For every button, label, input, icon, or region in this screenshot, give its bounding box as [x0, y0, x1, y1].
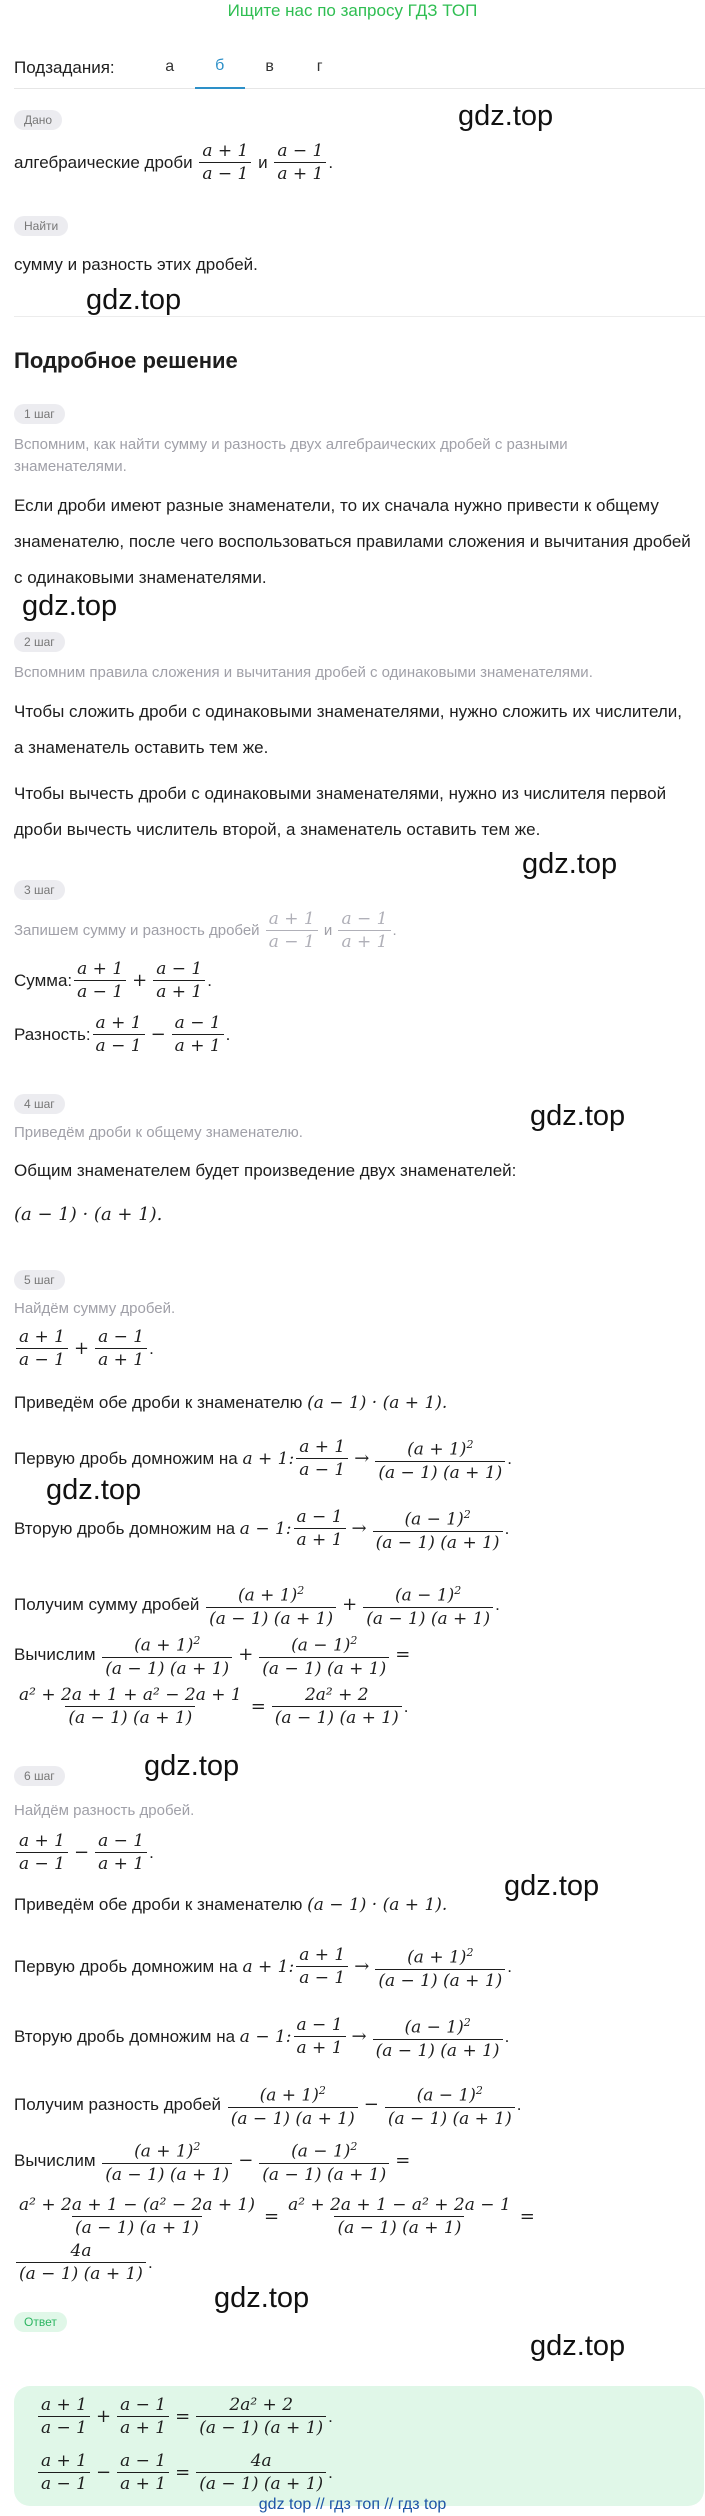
math-part: (a − 1) (a + 1) — [259, 1657, 389, 1680]
math-part: 2 — [193, 1634, 201, 1647]
calc-final: $\frac{4a}{(a - 1) (a + 1)}$ . — [14, 2240, 153, 2285]
math-part: a − 1 — [296, 1458, 348, 1481]
math-part — [375, 1942, 505, 1992]
math-part — [375, 1434, 505, 1484]
math-part: 4a — [70, 2241, 92, 2261]
math-operator: → — [354, 1955, 370, 1977]
math-part — [404, 1942, 476, 1969]
math-part: a − 1 — [98, 1327, 145, 1347]
calc-result — [14, 2194, 539, 2239]
step-badge: 1 шаг — [14, 404, 65, 424]
mul-line: Первую дробь домножим на a + 1: $\frac{a + 1}{a - 1}$ → $\frac{(a + 1)^2}{(a - 1) (a + 1)}$ . — [14, 1942, 512, 1992]
math-part: (a − 1) (a + 1) — [334, 2216, 464, 2239]
math-part: (a − 1) (a + 1) — [102, 2163, 232, 2186]
given-badge: Дано — [14, 110, 62, 130]
step-badge: 6 шаг — [14, 1766, 65, 1786]
math-part: a + 1 — [77, 959, 124, 979]
math-part — [16, 2240, 146, 2285]
math-operator: = — [395, 2149, 411, 2171]
math-part: a + 1 — [274, 162, 326, 185]
math-part: (a − 1) — [395, 1585, 455, 1606]
math-part — [404, 1434, 476, 1461]
step-text: Чтобы сложить дроби с одинаковыми знаменателями, нужно сложить их числители, а знаменатель оставить тем же. — [14, 702, 682, 757]
math-part — [131, 2136, 203, 2163]
math-part — [257, 2080, 329, 2107]
math-part: 2 — [350, 1634, 358, 1647]
math-part — [363, 1580, 493, 1630]
math-part: 2 — [475, 2084, 483, 2097]
math-part: (a − 1) — [291, 2141, 351, 2162]
math-operator: = — [175, 2461, 191, 2483]
math-part: a − 1 — [174, 1013, 221, 1033]
step-hint: Вспомним правила сложения и вычитания дробей с одинаковыми знаменателями. — [14, 664, 593, 681]
watermark: gdz.top — [530, 1100, 626, 1132]
math-operator: − — [238, 2149, 254, 2171]
math-part: 2a² + 2 — [229, 2395, 294, 2415]
math-part: a² + 2a + 1 − a² + 2a − 1 — [288, 2195, 511, 2215]
step-badge: 4 шаг — [14, 1094, 65, 1114]
math-part — [373, 1504, 503, 1554]
math-part: a + 1 — [202, 141, 249, 161]
answer-diff: $\frac{a + 1}{a - 1}$ − $\frac{a - 1}{a + 1}$ = $\frac{4a}{(a - 1) (a + 1)}$ . — [36, 2450, 333, 2495]
step-hint: Приведём дроби к общему знаменателю. — [14, 1124, 303, 1141]
math-part: a + 1 — [172, 1034, 224, 1057]
math-part: a + 1 — [19, 1831, 66, 1851]
math-part — [296, 1436, 348, 1481]
math-operator: + — [132, 969, 148, 991]
find-text: сумму и разность этих дробей. — [14, 255, 258, 274]
math-part: a + 1 — [41, 2395, 88, 2415]
step-badge: 2 шаг — [14, 632, 65, 652]
math-part: (a − 1) (a + 1) — [373, 2039, 503, 2062]
step-hint: Найдём разность дробей. — [14, 1802, 195, 1819]
calc-line: Вычислим $\frac{(a + 1)^2}{(a - 1) (a + 1)}$ − $\frac{(a - 1)^2}{(a - 1) (a + 1)}$ = — [14, 2136, 414, 2186]
math-operator: − — [74, 1841, 90, 1863]
math-part — [172, 1012, 224, 1057]
math-operator: → — [351, 2025, 367, 2047]
math-operator: = — [250, 1695, 266, 1717]
math-part: (a − 1) (a + 1) — [373, 1531, 503, 1554]
math-part: (a + 1) — [407, 1439, 467, 1460]
math-part: 2 — [466, 1438, 474, 1451]
math-part: a + 1 — [95, 1852, 147, 1875]
footer-links[interactable]: gdz top // гдз топ // гдз top — [258, 2496, 447, 2513]
answer-badge: Ответ — [14, 2312, 67, 2332]
math-part: a + 1 — [95, 1013, 142, 1033]
math-part — [373, 2012, 503, 2062]
math-part: 2 — [463, 2016, 471, 2029]
math-operator: − — [96, 2461, 112, 2483]
math-part — [153, 958, 205, 1003]
step-text: Приведём обе дроби к знаменателю (a − 1) · (a + 1). — [14, 1393, 448, 1413]
sum-expression: $\frac{a + 1}{a - 1}$ + $\frac{a - 1}{a + 1}$ . — [14, 1326, 154, 1371]
math-part: a − 1 — [93, 1034, 145, 1057]
math-part: a − 1 — [156, 959, 203, 979]
step-text: Приведём обе дроби к знаменателю (a − 1) · (a + 1). — [14, 1895, 448, 1915]
math-part: (a + 1) — [259, 2085, 319, 2106]
math-part — [259, 1630, 389, 1680]
step-badge: 5 шаг — [14, 1270, 65, 1290]
math-part — [38, 2450, 90, 2495]
math-part: a + 1 — [19, 1327, 66, 1347]
math-part — [272, 1684, 402, 1729]
math-part: (a − 1) (a + 1) — [228, 2107, 358, 2130]
math-part: (a − 1) (a + 1) — [363, 1607, 493, 1630]
math-operator: + — [96, 2405, 112, 2427]
math-operator: = — [395, 1643, 411, 1665]
mul-line: Вторую дробь домножим на a − 1: $\frac{a - 1}{a + 1}$ → $\frac{(a - 1)^2}{(a - 1) (a + 1)}$ . — [14, 2012, 509, 2062]
watermark: gdz.top — [144, 1750, 240, 1782]
subtasks-bar — [14, 48, 705, 89]
math-part: a − 1 — [277, 141, 324, 161]
math-part: (a − 1) (a + 1) — [272, 1706, 402, 1729]
step-text: Общим знаменателем будет произведение двух знаменателей: — [14, 1161, 517, 1180]
math-part: (a + 1) — [237, 1585, 298, 1606]
fraction — [266, 908, 318, 953]
math-part: (a + 1) — [134, 1635, 194, 1656]
step-text: Если дроби имеют разные знаменатели, то их сначала нужно привести к общему знаменателю, после чего воспользоваться правилами сложения и вычитания дробей с одинаковыми знаменателями. — [14, 496, 691, 587]
step-hint: Найдём сумму дробей. — [14, 1300, 176, 1317]
math-part: a − 1 — [120, 2395, 167, 2415]
math-part: (a − 1) (a + 1) — [385, 2107, 515, 2130]
math-part — [296, 1944, 348, 1989]
math-operator: − — [150, 1023, 166, 1045]
answer-sum: $\frac{a + 1}{a - 1}$ + $\frac{a - 1}{a + 1}$ = $\frac{\text{2a² + 2}}{(a - 1) (a + 1)}$ . — [36, 2394, 333, 2439]
math-part — [196, 2450, 326, 2495]
watermark: gdz.top — [530, 2330, 626, 2362]
watermark: gdz.top — [522, 848, 618, 880]
math-part — [401, 1504, 473, 1531]
math-part — [414, 2080, 486, 2107]
math-part: (a − 1) (a + 1) — [259, 2163, 389, 2186]
subtasks-label: Подзадания: — [14, 58, 115, 77]
math-part — [117, 2394, 169, 2439]
math-part: a − 1 — [16, 1348, 68, 1371]
math-part — [117, 2450, 169, 2495]
math-part — [288, 1630, 360, 1657]
math-part — [196, 2394, 326, 2439]
math-part — [259, 2136, 389, 2186]
math-part — [228, 2080, 358, 2130]
conj: и — [258, 152, 268, 172]
math-part: 2 — [297, 1584, 305, 1597]
math-part: (a − 1) (a + 1) — [72, 2216, 202, 2239]
math-part: 4a — [250, 2451, 272, 2471]
tab-a[interactable]: а — [165, 58, 175, 75]
math-part — [206, 1580, 336, 1630]
math-operator: + — [342, 1593, 358, 1615]
math-part: a + 1 — [153, 980, 205, 1003]
math-part: 2 — [318, 2084, 326, 2097]
step-text: Чтобы вычесть дроби с одинаковыми знаменателями, нужно из числителя первой дроби вычесть числитель второй, а знаменатель оставить тем же. — [14, 784, 667, 839]
math-operator: = — [519, 2205, 535, 2227]
watermark: gdz.top — [46, 1474, 142, 1506]
math-part — [16, 1830, 68, 1875]
tab-g[interactable]: г — [316, 58, 323, 75]
math-part — [285, 2194, 514, 2239]
math-part — [288, 2136, 360, 2163]
math-part: (a − 1) — [416, 2085, 476, 2106]
watermark: gdz.top — [458, 100, 554, 132]
step-badge: 3 шаг — [14, 880, 65, 900]
math-part: a + 1 — [294, 2036, 346, 2059]
mul-line: Первую дробь домножим на a + 1: $\frac{a + 1}{a - 1}$ → $\frac{(a + 1)^2}{(a - 1) (a + 1)}$ . — [14, 1434, 512, 1484]
math-part: (a − 1) (a + 1) — [65, 1706, 195, 1729]
calc-line: Вычислим $\frac{(a + 1)^2}{(a - 1) (a + 1)}$ + $\frac{(a - 1)^2}{(a - 1) (a + 1)}$ = — [14, 1630, 414, 1680]
math-part: a − 1 — [341, 909, 388, 929]
solution-title: Подробное решение — [14, 348, 238, 373]
math-operator: + — [74, 1337, 90, 1359]
math-part — [294, 2014, 346, 2059]
math-part — [294, 1506, 346, 1551]
math-part: (a − 1) (a + 1) — [375, 1461, 505, 1484]
math-part: a − 1 — [296, 1966, 348, 1989]
math-part: a − 1 — [38, 2416, 90, 2439]
math-part: (a − 1) — [404, 1509, 464, 1530]
math-part — [95, 1830, 147, 1875]
math-part: (a + 1) — [134, 2141, 194, 2162]
math-part: a + 1 — [338, 930, 390, 953]
math-part: a − 1 — [120, 2451, 167, 2471]
math-part: 2 — [193, 2140, 201, 2153]
math-part: a + 1 — [41, 2451, 88, 2471]
math-part — [102, 2136, 232, 2186]
math-part: (a − 1) (a + 1) — [375, 1969, 505, 1992]
math-part: a − 1 — [16, 1852, 68, 1875]
math-operator: = — [263, 2205, 280, 2227]
sum-expression: Сумма: $\frac{a + 1}{a - 1}$ + $\frac{a - 1}{a + 1}$ . — [14, 959, 212, 1002]
watermark: gdz.top — [86, 284, 182, 316]
math-operator: → — [354, 1447, 370, 1469]
math-part: a + 1 — [95, 1348, 147, 1371]
math-operator: → — [351, 1517, 367, 1539]
mul-line: Вторую дробь домножим на a − 1: $\frac{a - 1}{a + 1}$ → $\frac{(a - 1)^2}{(a - 1) (a + 1)}$ . — [14, 1504, 509, 1554]
math-part: a + 1 — [299, 1437, 346, 1458]
find-badge: Найти — [14, 216, 68, 236]
math-part: a + 1 — [268, 909, 315, 929]
diff-expression: $\frac{a + 1}{a - 1}$ − $\frac{a - 1}{a + 1}$ . — [14, 1830, 154, 1875]
math-part — [74, 958, 126, 1003]
math-part: 2 — [454, 1584, 462, 1597]
math-part: (a − 1) (a + 1) — [16, 2262, 146, 2285]
math-part — [38, 2394, 90, 2439]
math-operator: + — [238, 1643, 254, 1665]
math-part: a − 1 — [98, 1831, 145, 1851]
answer-box — [14, 2386, 704, 2506]
math-part — [16, 2194, 258, 2239]
math-part — [16, 1684, 245, 1729]
search-banner[interactable]: Ищите нас по запросу ГДЗ ТОП — [227, 1, 478, 20]
given-text: алгебраические дроби $\frac{a + 1}{a - 1}$ и $\frac{a - 1}{a + 1}$ . — [14, 141, 334, 184]
math-part: a² + 2a + 1 − (a² − 2a + 1) — [19, 2195, 255, 2215]
math-part — [392, 1580, 464, 1607]
math-part: a − 1 — [74, 980, 126, 1003]
math-expr: (a − 1) · (a + 1). — [14, 1204, 163, 1225]
math-part: (a − 1) (a + 1) — [102, 1657, 232, 1680]
math-part: a − 1 — [296, 2015, 343, 2036]
fraction — [274, 140, 326, 185]
tab-b[interactable]: б — [195, 47, 245, 89]
math-part — [102, 1630, 232, 1680]
diff-expression: Разность: $\frac{a + 1}{a - 1}$ − $\frac{a - 1}{a + 1}$ . — [14, 1013, 231, 1056]
given-label: алгебраические дроби — [14, 152, 193, 172]
math-part: 2 — [466, 1946, 474, 1959]
watermark: gdz.top — [22, 590, 118, 622]
math-part: (a + 1) — [407, 1947, 467, 1968]
result-line: Получим разность дробей $\frac{(a + 1)^2}{(a - 1) (a + 1)}$ − $\frac{(a - 1)^2}{(a - 1) (a + 1)}$ . — [14, 2080, 522, 2130]
math-part — [401, 2012, 473, 2039]
math-part: (a − 1) (a + 1) — [196, 2472, 326, 2495]
math-part: a − 1 — [38, 2472, 90, 2495]
step-hint: Запишем сумму и разность дробей $\frac{a + 1}{a - 1}$ и $\frac{a - 1}{a + 1}$ . — [14, 909, 397, 952]
math-part: (a − 1) — [291, 1635, 351, 1656]
math-part: a + 1 — [117, 2416, 169, 2439]
divider — [14, 316, 705, 317]
math-part: 2 — [463, 1508, 471, 1521]
math-part: a + 1 — [117, 2472, 169, 2495]
fraction — [199, 140, 251, 185]
fraction — [338, 908, 390, 953]
math-part: (a − 1) — [404, 2017, 464, 2038]
math-part: a − 1 — [199, 162, 251, 185]
math-part: a − 1 — [266, 930, 318, 953]
math-operator: − — [363, 2093, 379, 2115]
math-part: 2 — [350, 2140, 358, 2153]
math-part: (a − 1) (a + 1) — [206, 1607, 336, 1630]
math-part: (a − 1) (a + 1) — [196, 2416, 326, 2439]
watermark: gdz.top — [504, 1870, 600, 1902]
math-part: a + 1 — [299, 1945, 346, 1966]
watermark: gdz.top — [214, 2282, 310, 2314]
math-part — [16, 1326, 68, 1371]
tab-v[interactable]: в — [265, 58, 274, 75]
math-part — [131, 1630, 203, 1657]
result-line: Получим сумму дробей $\frac{(a + 1)^2}{(a - 1) (a + 1)}$ + $\frac{(a - 1)^2}{(a - 1) (a + 1)}$ . — [14, 1580, 500, 1630]
step-hint: Вспомним, как найти сумму и разность двух алгебраических дробей с разными знаменателями. — [14, 436, 568, 475]
math-part: 2a² + 2 — [304, 1685, 369, 1705]
calc-result: $\frac{\text{a² + 2a + 1 + a² − 2a + 1}}{(a - 1) (a + 1)}$ = $\frac{\text{2a² + 2}}{(a - 1) (a + 1)}$ . — [14, 1684, 408, 1729]
math-part — [385, 2080, 515, 2130]
math-part: a² + 2a + 1 + a² − 2a + 1 — [19, 1685, 242, 1705]
math-part — [93, 1012, 145, 1057]
math-operator: = — [175, 2405, 191, 2427]
math-part: a − 1 — [296, 1507, 343, 1528]
math-part — [235, 1580, 307, 1607]
math-part — [95, 1326, 147, 1371]
math-part: a + 1 — [294, 1528, 346, 1551]
